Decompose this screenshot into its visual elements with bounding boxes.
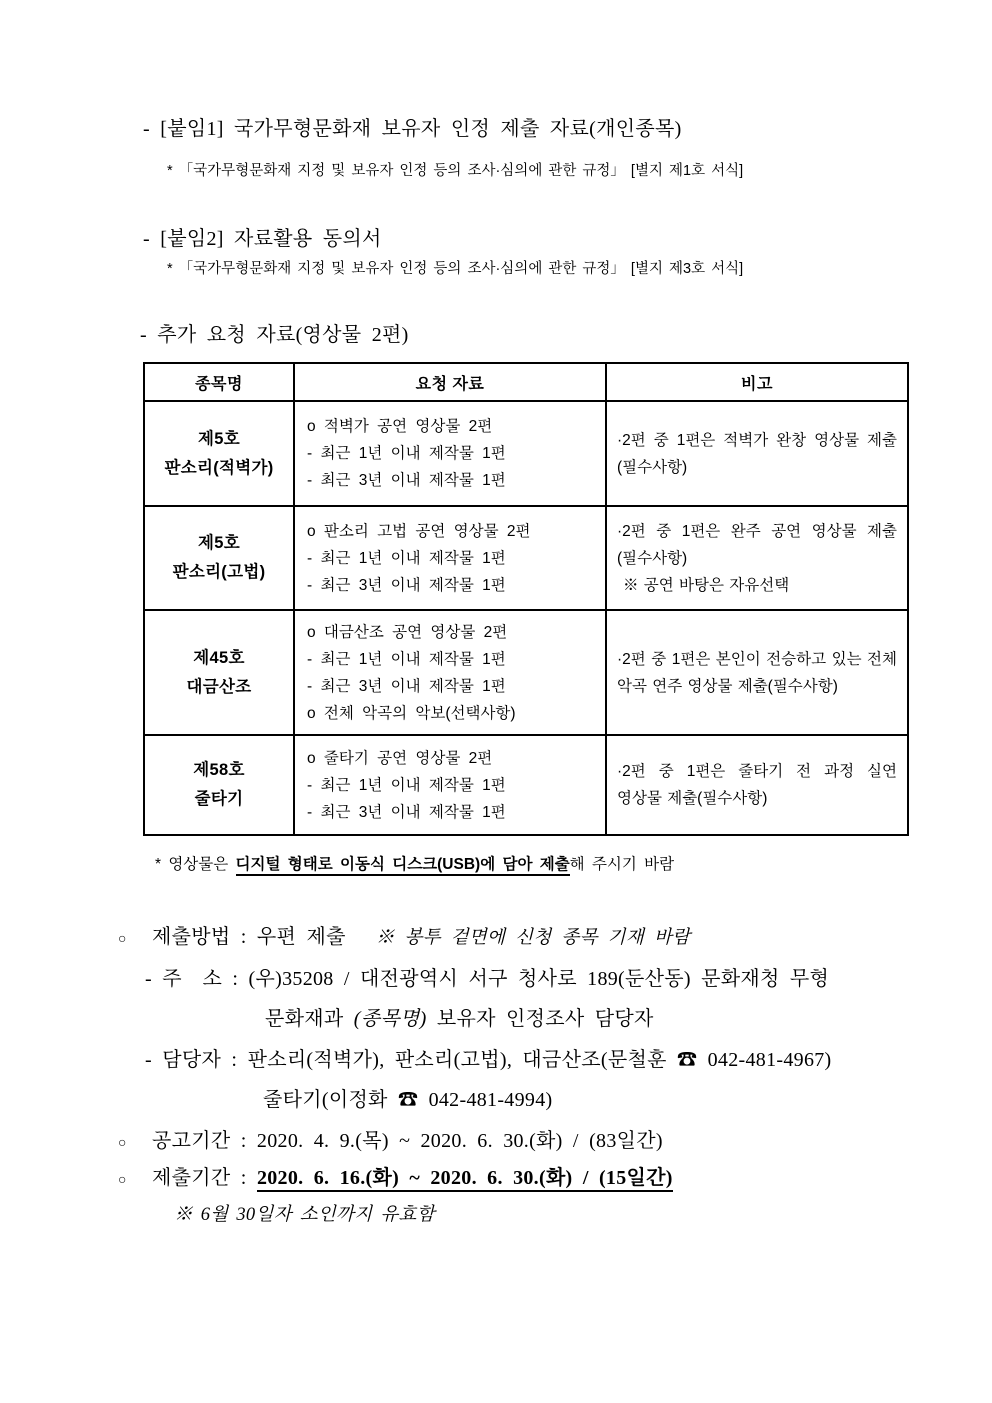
item-number: 제45호 xyxy=(193,648,245,667)
table-row-daegeum-sanjo xyxy=(144,610,908,735)
notice-period-line xyxy=(118,1124,663,1153)
request-line: - 최근 1년 이내 제작물 1편 xyxy=(307,549,506,567)
item-title: 판소리(적벽가) xyxy=(164,458,274,477)
header-category: 종목명 xyxy=(144,363,294,401)
item-number: 제58호 xyxy=(193,761,245,779)
request-cell xyxy=(294,401,606,506)
remarks-cell xyxy=(606,506,908,610)
submission-period-value: 2020. 6. 16.(화) ~ 2020. 6. 30.(화) / (15일간) xyxy=(257,1167,673,1192)
request-line: o 대금산조 공연 영상물 2편 xyxy=(307,623,508,641)
request-line: - 최근 3년 이내 제작물 1편 xyxy=(307,677,506,695)
item-title: 줄타기 xyxy=(194,790,244,808)
request-line: - 최근 1년 이내 제작물 1편 xyxy=(307,445,506,462)
circle-bullet: ○ xyxy=(118,1173,127,1188)
notice-period-text: 공고기간 : 2020. 4. 9.(목) ~ 2020. 6. 30.(화) / (83일간) xyxy=(152,1130,663,1152)
usb-note-suffix: 해 주시기 바람 xyxy=(569,856,675,873)
envelope-note-italic: ※ 봉투 겉면에 신청 종목 기재 바람 xyxy=(375,928,691,948)
request-line: - 최근 3년 이내 제작물 1편 xyxy=(307,576,506,594)
request-line: o 적벽가 공연 영상물 2편 xyxy=(307,418,493,435)
submission-period-line xyxy=(118,1161,673,1190)
table-row-pansori-gobeop xyxy=(144,506,908,610)
circle-bullet: ○ xyxy=(118,1136,127,1151)
request-line: - 최근 3년 이내 제작물 1편 xyxy=(307,803,506,821)
remark-line: ※ 공연 바탕은 자유선택 xyxy=(623,576,790,594)
header-remarks: 비고 xyxy=(606,363,908,401)
category-cell xyxy=(144,506,294,610)
usb-note-prefix: * 영상물은 xyxy=(155,856,236,873)
item-number: 제5호 xyxy=(198,429,240,448)
header-request: 요청 자료 xyxy=(294,363,606,401)
postmark-validity-note: ※ 6월 30일자 소인까지 유효함 xyxy=(174,1205,435,1225)
attachment-1-title: - [붙임1] 국가무형문화재 보유자 인정 제출 자료(개인종목) xyxy=(143,118,682,140)
item-title: 대금산조 xyxy=(186,677,252,696)
request-line: - 최근 1년 이내 제작물 1편 xyxy=(307,650,506,668)
item-number: 제5호 xyxy=(198,534,240,552)
remarks-cell xyxy=(606,610,908,735)
address-line-2 xyxy=(265,1002,654,1031)
request-line: - 최근 1년 이내 제작물 1편 xyxy=(307,776,506,794)
address-line-2-pre: 문화재과 xyxy=(265,1008,354,1030)
table-header-row xyxy=(144,363,908,401)
category-cell xyxy=(144,610,294,735)
attachment-2-title: - [붙임2] 자료활용 동의서 xyxy=(143,228,382,250)
usb-submission-note xyxy=(155,852,674,874)
remarks-cell xyxy=(606,401,908,506)
remark-line: ·2편 중 1편은 본인이 전승하고 있는 전체 악곡 연주 영상물 제출(필수사항) xyxy=(617,650,897,695)
address-line-1: - 주 소 : (우)35208 / 대전광역시 서구 청사로 189(둔산동) 문화재청 무형 xyxy=(145,968,830,990)
request-line: o 판소리 고법 공연 영상물 2편 xyxy=(307,522,531,540)
category-cell xyxy=(144,401,294,506)
submission-period-label: 제출기간 : xyxy=(152,1167,257,1189)
request-table xyxy=(143,362,909,836)
table-row-pansori-jeokbyeokga xyxy=(144,401,908,506)
category-name-placeholder: (종목명) xyxy=(353,1008,427,1030)
attachment-1-regulation-note: * 「국가무형문화재 지정 및 보유자 인정 등의 조사·심의에 관한 규정」 [별지 제1호 서식] xyxy=(167,163,744,179)
request-cell xyxy=(294,735,606,835)
remarks-cell xyxy=(606,735,908,835)
circle-bullet: ○ xyxy=(118,932,127,947)
remark-line: ·2편 중 1편은 적벽가 완창 영상물 제출(필수사항) xyxy=(617,431,897,476)
table-row-jultagi xyxy=(144,735,908,835)
category-cell xyxy=(144,735,294,835)
request-cell xyxy=(294,610,606,735)
request-line: o 줄타기 공연 영상물 2편 xyxy=(307,749,493,767)
request-line: - 최근 3년 이내 제작물 1편 xyxy=(307,472,506,489)
submission-method-line xyxy=(118,920,690,949)
address-line-2-post: 보유자 인정조사 담당자 xyxy=(426,1008,654,1030)
attachment-2-regulation-note: * 「국가무형문화재 지정 및 보유자 인정 등의 조사·심의에 관한 규정」 [별지 제3호 서식] xyxy=(167,261,744,277)
usb-note-emphasis: 디지털 형태로 이동식 디스크(USB)에 담아 제출 xyxy=(236,856,570,876)
request-cell xyxy=(294,506,606,610)
request-line: o 전체 악곡의 악보(선택사항) xyxy=(307,704,516,722)
additional-request-title: - 추가 요청 자료(영상물 2편) xyxy=(140,324,409,346)
remark-line: ·2편 중 1편은 줄타기 전 과정 실연 영상물 제출(필수사항) xyxy=(617,763,897,807)
submission-method-label: 제출방법 : 우편 제출 xyxy=(152,926,346,948)
item-title: 판소리(고법) xyxy=(172,563,266,581)
contact-line-2: 줄타기(이정화 ☎ 042-481-4994) xyxy=(263,1089,553,1111)
remark-line: ·2편 중 1편은 완주 공연 영상물 제출(필수사항) xyxy=(617,522,897,567)
contact-line-1: - 담당자 : 판소리(적벽가), 판소리(고법), 대금산조(문철훈 ☎ 042-481-4967) xyxy=(145,1049,832,1071)
